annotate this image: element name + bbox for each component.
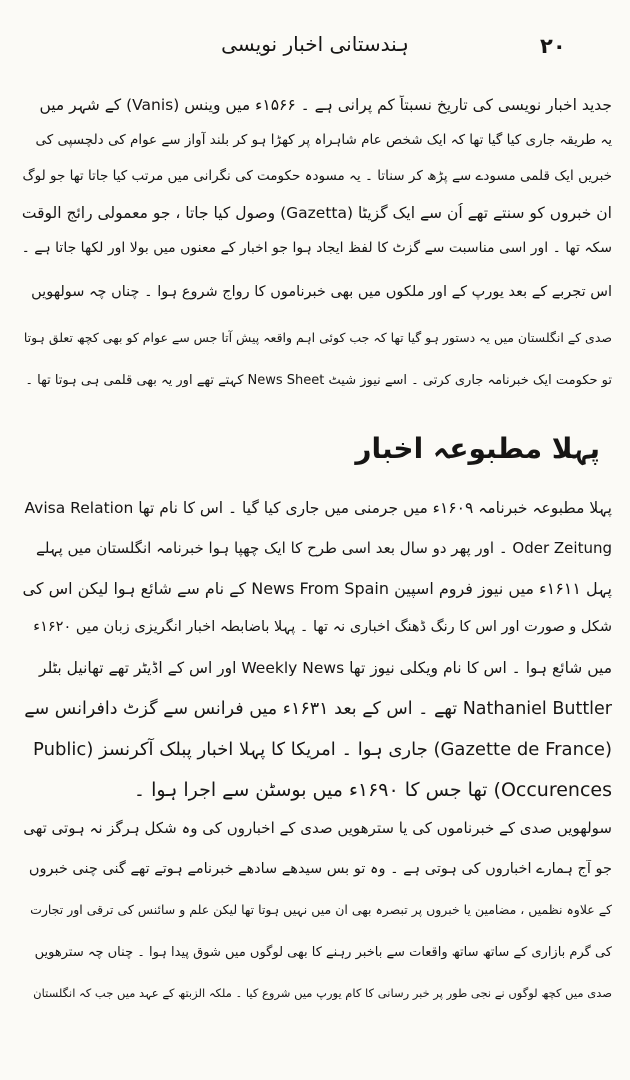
text-line: ان خبروں کو سنتے تھے اُن سے ایک گزیٹا (Gazetta) وصول کیا جاتا ، جو معمولی رائج الوقت — [22, 204, 612, 222]
text-line: صدی میں کچھ لوگوں نے نجی طور پر خبر رسانی کا کام یورپ میں شروع کیا ۔ ملکہ الزبتھ کے عہد میں جب کہ انگلستان — [33, 986, 612, 1000]
section-heading: پہلا مطبوعہ اخبار — [355, 432, 600, 465]
text-line: جدید اخبار نویسی کی تاریخ نسبتاً کم پرانی ہے ۔ ۱۵۶۶ء میں وینس (Vanis) کے شہر میں — [39, 96, 612, 114]
text-line: یہ طریقہ جاری کیا گیا تھا کہ ایک شخص عام شاہراہ پر کھڑا ہو کر بلند آواز سے عوام کی دلچسپی کی — [35, 132, 612, 148]
text-line: تو حکومت ایک خبرنامہ جاری کرتی ۔ اسے نیوز شیٹ News Sheet کہتے تھے اور یہ بھی قلمی ہی ہوتا تھا ۔ — [25, 373, 612, 388]
text-line: Occurences) تھا جس کا ۱۶۹۰ء میں بوسٹن سے اجرا ہوا ۔ — [133, 779, 612, 801]
text-line: پہلا مطبوعہ خبرنامہ ۱۶۰۹ء میں جرمنی میں جاری کیا گیا ۔ اس کا نام تھا Avisa Relation — [24, 499, 612, 517]
text-line: جو آج ہمارے اخباروں کی ہوتی ہے ۔ وہ تو بس سیدھے سادھے خبرنامے ہوتے تھے گنی چنی خبروں — [28, 861, 612, 877]
page-number: ۲۰ — [540, 34, 566, 58]
text-line: صدی کے انگلستان میں یہ دستور ہو گیا تھا کہ جب کوئی اہم واقعہ پیش آتا جس سے عوام کو بھی کچھ تعلق ہوتا — [23, 330, 612, 345]
text-line: شکل و صورت اور اس کا رنگ ڈھنگ اخباری نہ تھا ۔ پہلا باضابطہ اخبار انگریزی زبان میں ۱۶۲۰ء — [33, 619, 612, 635]
text-line: میں شائع ہوا ۔ اس کا نام ویکلی نیوز تھا Weekly News اور اس کے اڈیٹر تھے تھانیل بٹلر — [39, 659, 612, 677]
text-line: (Gazette de France) جاری ہوا ۔ امریکا کا پہلا اخبار پبلک آکرنسز (Public — [33, 739, 612, 760]
text-line: پہل ۱۶۱۱ء میں نیوز فروم اسپین News From Spain کے نام سے شائع ہوا لیکن اس کی — [22, 579, 612, 598]
page-header — [0, 30, 630, 70]
text-line: سکہ تھا ۔ اور اسی مناسبت سے گزٹ کا لفظ ایجاد ہوا جو اخبار کے معنوں میں بولا اور لکھا جاتا ہے ۔ — [22, 240, 612, 256]
text-line: کے علاوہ نظمیں ، مضامین یا خبروں پر تبصرہ بھی ان میں نہیں ہوتا تھا لیکن علم و سائنس کی ترقی اور تجارت — [30, 902, 612, 917]
text-line: اس تجربے کے بعد یورپ کے اور ملکوں میں بھی خبرناموں کا رواج شروع ہوا ۔ چناں چہ سولھویں — [31, 284, 612, 300]
text-line: کی گرم بازاری کے ساتھ ساتھ واقعات سے باخبر رہنے کا بھی لوگوں میں شوق پیدا ہوا ۔ چناں چہ سترھویں — [34, 945, 612, 960]
text-line: Oder Zeitung ۔ اور پھر دو سال بعد اسی طرح کا ایک چھپا ہوا خبرنامہ انگلستان میں پہلے — [36, 539, 612, 557]
text-line: خبریں ایک قلمی مسودے سے پڑھ کر سناتا ۔ یہ مسودہ حکومت کی نگرانی میں مرتب کیا جاتا تھا جو لوگ — [22, 168, 612, 184]
running-title: ہندستانی اخبار نویسی — [221, 32, 409, 56]
text-line: سولھویں صدی کے خبرناموں کی یا سترھویں صدی کے اخباروں کی وہ شکل ہرگز نہ ہوتی تھی — [23, 819, 612, 837]
text-line: Nathaniel Buttler تھے ۔ اس کے بعد ۱۶۳۱ء میں فرانس سے گزٹ دافرانس سے — [24, 699, 612, 719]
